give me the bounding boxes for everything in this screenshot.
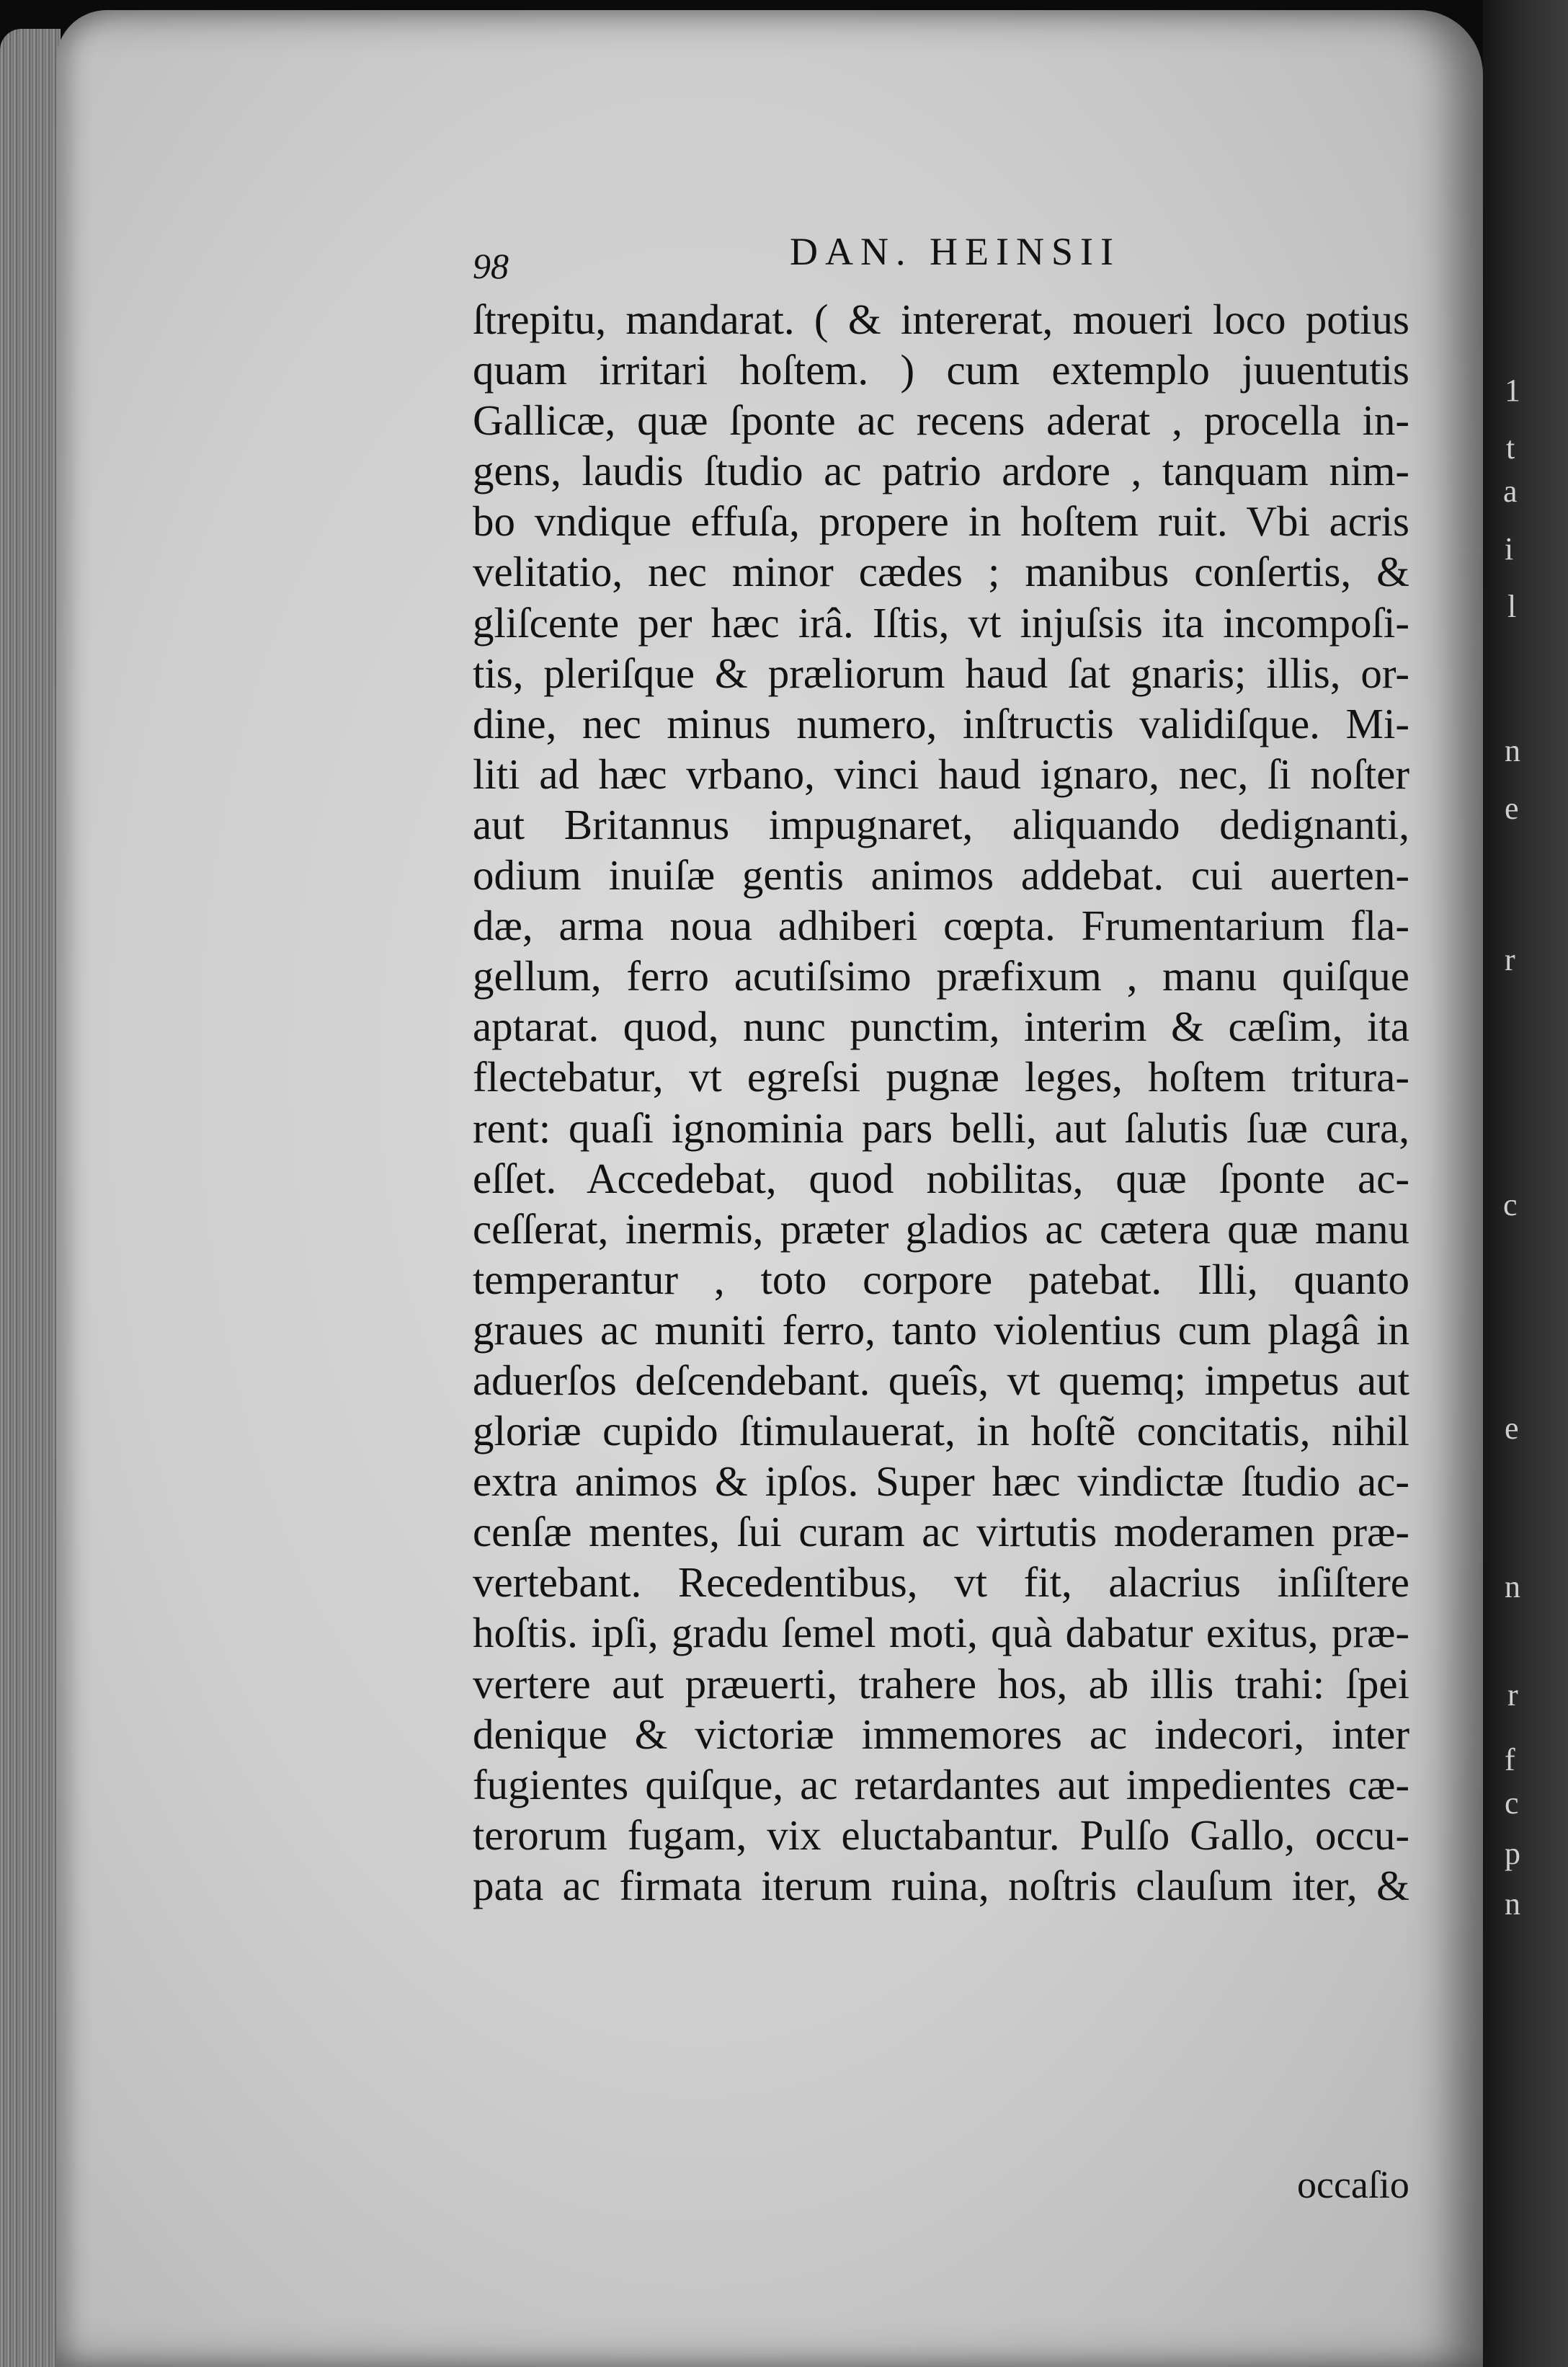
facing-page-letter: 1 [1505,373,1520,408]
facing-page-letter: n [1505,733,1520,768]
body-text [473,294,1461,1911]
text-line: temperantur , toto corpore patebat. Illi, quanto [473,1255,1409,1303]
facing-page-letter: c [1503,1187,1518,1222]
facing-page-letter: e [1505,791,1519,826]
facing-page-edge [1483,0,1568,2367]
facing-page-letter: f [1505,1742,1515,1777]
text-line: gellum, ferro acutiſsimo præfixum , manu quiſque [473,952,1409,1000]
text-line: dæ, arma noua adhiberi cœpta. Frumentarium fla- [473,902,1409,950]
text-line: gloriæ cupido ſtimulauerat, in hoſtẽ concitatis, nihil [473,1407,1409,1455]
running-head [473,229,1446,287]
text-line: bo vndique effuſa, propere in hoſtem ruit. Vbi acris [473,497,1409,546]
facing-page-letter: a [1503,474,1518,509]
text-line: pata ac firmata iterum ruina, noſtris clauſum iter, & [473,1861,1409,1909]
text-line: cenſæ mentes, ſui curam ac virtutis moderamen præ- [473,1508,1409,1556]
text-line: hoſtis. ipſi, gradu ſemel moti, quà dabatur exitus, præ- [473,1609,1409,1657]
facing-page-letter: n [1505,1569,1520,1604]
text-line: aduerſos deſcendebant. queîs, vt quemq; impetus aut [473,1356,1409,1404]
text-line: Gallicæ, quæ ſponte ac recens aderat , procella in- [473,396,1409,445]
text-line: flectebatur, vt egreſsi pugnæ leges, hoſtem tritura- [473,1053,1409,1101]
text-line: denique & victoriæ immemores ac indecori, inter [473,1710,1409,1758]
text-line: rent: quaſi ignominia pars belli, aut ſalutis ſuæ cura, [473,1103,1409,1152]
stacked-page-edges [0,29,61,2367]
facing-page-letter: n [1505,1886,1520,1922]
text-line: gens, laudis ſtudio ac patrio ardore , tanquam nim- [473,447,1409,495]
page-number: 98 [473,246,509,286]
text-line: aptarat. quod, nunc punctim, interim & cæſim, ita [473,1003,1409,1051]
text-line: tis, pleriſque & præliorum haud ſat gnaris; illis, or- [473,649,1409,697]
text-line: ſtrepitu, mandarat. ( & intererat, moueri loco potius [473,296,1409,343]
text-line: graues ac muniti ferro, tanto violentius cum plagâ in [473,1305,1409,1354]
text-line: quam irritari hoſtem. ) cum extemplo juuentutis [473,346,1409,394]
text-line: liti ad hæc vrbano, vinci haud ignaro, nec, ſi noſter [473,750,1409,798]
facing-page-letter: i [1505,531,1514,567]
catchword: occaſio [1297,2163,1409,2206]
text-line: vertebant. Recedentibus, vt fit, alacrius inſiſtere [473,1558,1409,1607]
text-line: aut Britannus impugnaret, aliquando dedignanti, [473,800,1409,848]
facing-page-letter: c [1505,1785,1519,1821]
text-line: velitatio, nec minor cædes ; manibus conſertis, & [473,548,1409,596]
text-line: eſſet. Accedebat, quod nobilitas, quæ ſponte ac- [473,1154,1409,1202]
text-line: terorum fugam, vix eluctabantur. Pulſo Gallo, occu- [473,1811,1409,1859]
text-line: vertere aut præuerti, trahere hos, ab illis trahi: ſpei [473,1659,1409,1707]
text-line: ceſſerat, inermis, præter gladios ac cætera quæ manu [473,1204,1409,1253]
text-line: odium inuiſæ gentis animos addebat. cui auerten- [473,851,1409,900]
facing-page-letter: p [1505,1836,1520,1871]
facing-page-letter: l [1507,589,1517,624]
text-line: fugientes quiſque, ac retardantes aut impedientes cæ- [473,1760,1409,1808]
facing-page-letter: r [1507,1677,1518,1713]
header-title: DAN. HEINSII [790,230,1121,273]
facing-page-letter: e [1505,1411,1519,1446]
text-line: gliſcente per hæc irâ. Iſtis, vt injuſsis ita incompoſi- [473,598,1409,647]
facing-page-letter: t [1506,430,1515,466]
text-line: extra animos & ipſos. Super hæc vindictæ ſtudio ac- [473,1457,1409,1506]
facing-page-letter: r [1505,942,1515,977]
text-line: dine, nec minus numero, inſtructis validiſque. Mi- [473,699,1409,747]
